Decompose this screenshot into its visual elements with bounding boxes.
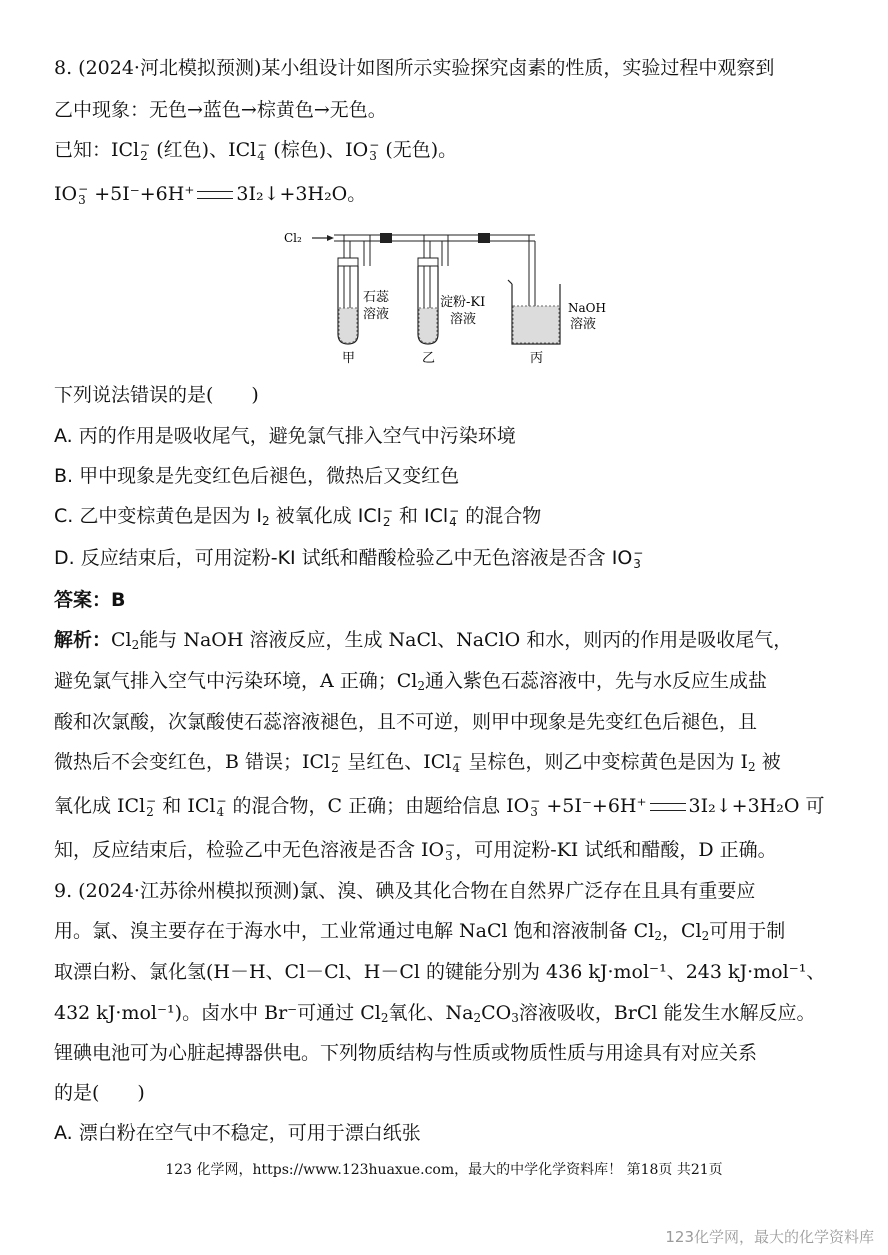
- analysis-line-1: 解析：$Cl_2$能与 NaOH 溶液反应，生成 NaCl、NaClO 和水，则丙的作用是吸收尾气，: [54, 629, 793, 652]
- yi-stopper: [418, 258, 438, 266]
- yi-outlet: [442, 235, 448, 266]
- q8-option-c: C. 乙中变棕黄色是因为 $I_2$ 被氧化成 ICl − 2 和 ICl − 4 的混合物: [54, 503, 542, 529]
- jia-label: 甲: [342, 351, 356, 366]
- jia-reagent-1: 石蕊: [363, 290, 390, 305]
- q9-line-3: 取漂白粉、氯化氢(H－H、Cl－Cl、H－Cl 的键能分别为 436 kJ·mol⁻¹、243 kJ·mol⁻¹、: [54, 961, 826, 983]
- q8-known-line: 已知：ICl − 2 (红色)、ICl − 4 (棕色)、IO − 3 (无色)。: [54, 138, 458, 163]
- jia-solution: [339, 308, 357, 343]
- tube-joint-2: [478, 233, 490, 243]
- analysis-line-5: 氧化成 ICl − 2 和 ICl − 4 的混合物，C 正确；由题给信息 IO − 3 +5I⁻+6H⁺ 3I₂↓+3H₂O 可: [54, 794, 825, 819]
- yi-reagent-1: 淀粉-KI: [440, 295, 486, 310]
- jia-stopper: [338, 258, 358, 266]
- q8-answer: 答案：B: [54, 589, 126, 611]
- equals-sign: [197, 191, 233, 199]
- q8-option-b: B. 甲中现象是先变红色后褪色，微热后又变红色: [54, 465, 460, 487]
- q8-line-1: 8. (2024·河北模拟预测)某小组设计如图所示实验探究卤素的性质，实验过程中观察到: [54, 57, 775, 79]
- bing-solution: [513, 306, 559, 343]
- yi-reagent-2: 溶液: [450, 312, 477, 327]
- jia-reagent-2: 溶液: [363, 307, 390, 322]
- q8-question: 下列说法错误的是( ): [54, 384, 259, 406]
- bing-reagent-2: 溶液: [570, 317, 597, 332]
- q8-option-d: D. 反应结束后，可用淀粉-KI 试纸和醋酸检验乙中无色溶液是否含 IO − 3: [54, 545, 644, 571]
- analysis-line-3: 酸和次氯酸，次氯酸使石蕊溶液褪色，且不可逆，则甲中现象是先变红色后褪色，且: [54, 711, 758, 733]
- q9-line-2: 用。氯、溴主要存在于海水中，工业常通过电解 NaCl 饱和溶液制备 $Cl_2$，$Cl_2$可用于制: [54, 920, 786, 943]
- q9-line-4: 432 kJ·mol⁻¹)。卤水中 Br⁻可通过 $Cl_2$氧化、$Na_2CO_3$溶液吸收，BrCl 能发生水解反应。: [54, 1002, 816, 1025]
- jia-outlet: [364, 235, 370, 266]
- tube-joint-1: [380, 233, 392, 243]
- watermark: 123化学网，最大的化学资料库: [665, 1228, 874, 1246]
- inlet-arrow-head: [327, 235, 334, 241]
- q8-line-2: 乙中现象：无色→蓝色→棕黄色→无色。: [54, 99, 387, 121]
- q9-line-6: 的是( ): [54, 1082, 145, 1104]
- bing-reagent-1: NaOH: [568, 301, 606, 315]
- q9-option-a: A. 漂白粉在空气中不稳定，可用于漂白纸张: [54, 1122, 421, 1144]
- apparatus-diagram: [280, 222, 620, 368]
- analysis-line-6: 知，反应结束后，检验乙中无色溶液是否含 IO − 3 ，可用淀粉-KI 试纸和醋酸，D 正确。: [54, 838, 777, 863]
- q8-option-a: A. 丙的作用是吸收尾气，避免氯气排入空气中污染环境: [54, 425, 516, 447]
- analysis-line-2: 避免氯气排入空气中污染环境，A 正确；$Cl_2$通入紫色石蕊溶液中，先与水反应生成盐: [54, 670, 768, 693]
- yi-label: 乙: [422, 351, 436, 366]
- q9-line-5: 锂碘电池可为心脏起搏器供电。下列物质结构与性质或物质性质与用途具有对应关系: [54, 1042, 758, 1064]
- bing-label: 丙: [530, 351, 544, 366]
- page-footer: 123 化学网，https://www.123huaxue.com，最大的中学化学资料库！ 第18页 共21页: [165, 1162, 723, 1178]
- analysis-line-4: 微热后不会变红色，B 错误；ICl − 2 呈红色、ICl − 4 呈棕色，则乙中变棕黄色是因为 $I_2$ 被: [54, 750, 781, 775]
- cl2-label: Cl₂: [284, 231, 302, 245]
- q9-line-1: 9. (2024·江苏徐州模拟预测)氯、溴、碘及其化合物在自然界广泛存在且具有重要应: [54, 880, 756, 902]
- equals-sign-2: [650, 803, 686, 811]
- q8-equation-line: IO − 3 +5I⁻+6H⁺ 3I₂↓+3H₂O。: [54, 182, 367, 207]
- yi-solution: [419, 308, 437, 343]
